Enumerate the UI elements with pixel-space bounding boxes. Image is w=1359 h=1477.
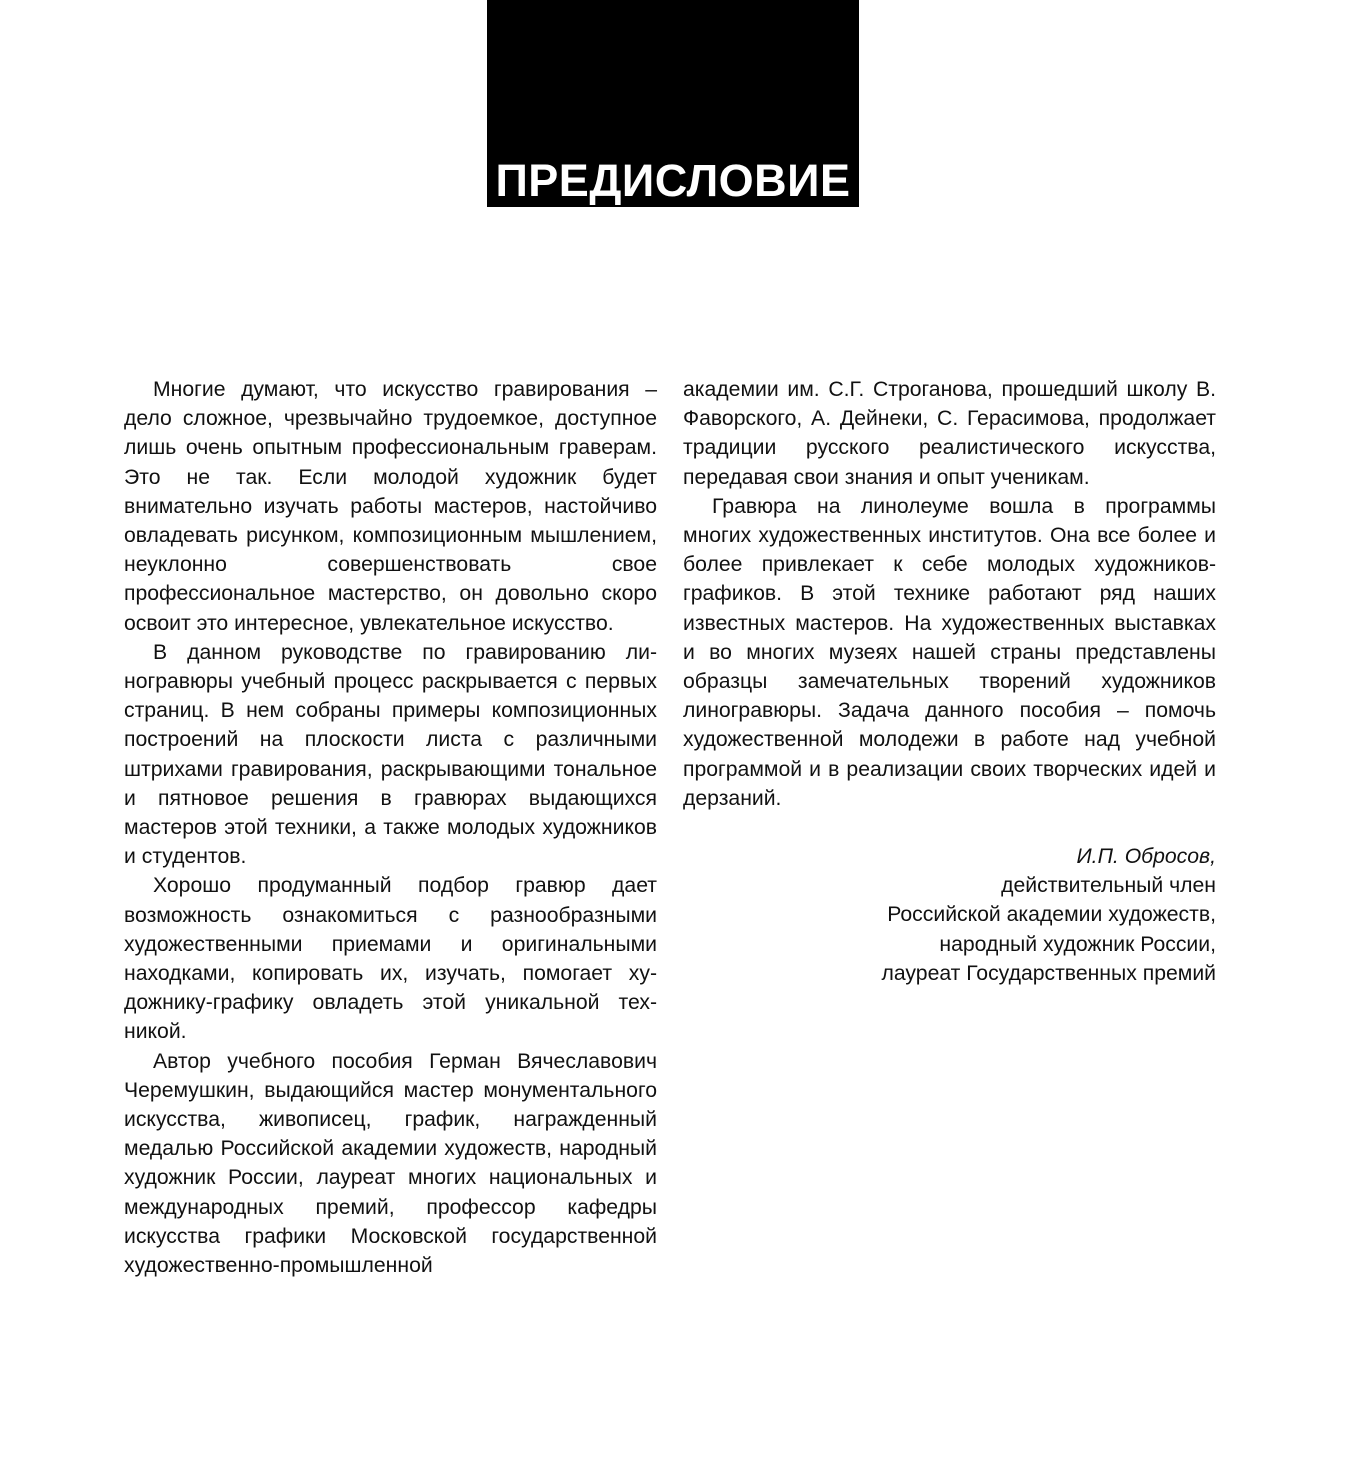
paragraph: Гравюра на линолеуме вошла в программы многих художественных институтов. Она все более и более привлекает к себе молодых художников-графиков. В этой технике работают ряд наших известных мастеров. На художественных выставках и во многих музеях нашей страны представлены образцы замечательных творений художников линогравюры. Задача данного пособия – помочь художественной молодежи в работе над учебной программой и в реализации своих творческих идей и дерзаний. bbox=[683, 494, 1216, 810]
page-title: ПРЕДИСЛОВИЕ bbox=[495, 155, 851, 206]
paragraph: В данном руководстве по гравированию линогравюры учебный процесс раскрывается с первых страниц. В нем собраны примеры композиционных построений на плоскости листа с различными штрихами гравирования, раскрывающими тональное и пятновое решения в гравюрах выдающихся мастеров этой техники, а также молодых художников и студентов. bbox=[124, 640, 657, 869]
paragraph: Многие думают, что искусство гравирования – дело сложное, чрезвычайно трудоемкое, доступное лишь очень опытным профессиональным граверам. Это не так. Если молодой художник будет внимательно изучать работы мастеров, настойчиво овладевать рисунком, композиционным мышлением, неуклонно совершенствовать свое профессиональное мастерство, он довольно скоро освоит это интересное, увлекательное искусство. bbox=[124, 378, 657, 635]
left-column bbox=[124, 375, 657, 1280]
right-column bbox=[683, 375, 1216, 988]
signature bbox=[683, 842, 1216, 988]
paragraph: Хорошо продуманный подбор гравюр дает возможность ознакомиться с разнообразными художественными приемами и оригинальными находками, копировать их, изучать, помогает художнику-графику овладеть этой уникальной техникой. bbox=[124, 874, 657, 1044]
signature-title-line: лауреат Государственных премий bbox=[881, 961, 1216, 985]
title-block bbox=[487, 0, 859, 207]
paragraph-continuation: академии им. С.Г. Строганова, прошедший школу В. Фаворского, А. Дейнеки, С. Герасимова, продолжает традиции русского реалистического искусства, передавая свои знания и опыт ученикам. bbox=[683, 378, 1216, 489]
signature-title-line: Российской академии художеств, bbox=[887, 903, 1216, 927]
signature-title-line: народный художник России, bbox=[939, 932, 1216, 956]
signature-name: И.П. Обросов, bbox=[1076, 845, 1216, 869]
paragraph: Автор учебного пособия Герман Вячеславович Черемушкин, выдающийся мастер монументального искусства, живописец, график, награжденный медалью Российской академии художеств, народный художник России, лауреат многих национальных и международных премий, профессор кафедры искусства графики Московской государственной художественно-промышленной bbox=[124, 1049, 657, 1278]
signature-title-line: действительный член bbox=[1001, 874, 1216, 898]
